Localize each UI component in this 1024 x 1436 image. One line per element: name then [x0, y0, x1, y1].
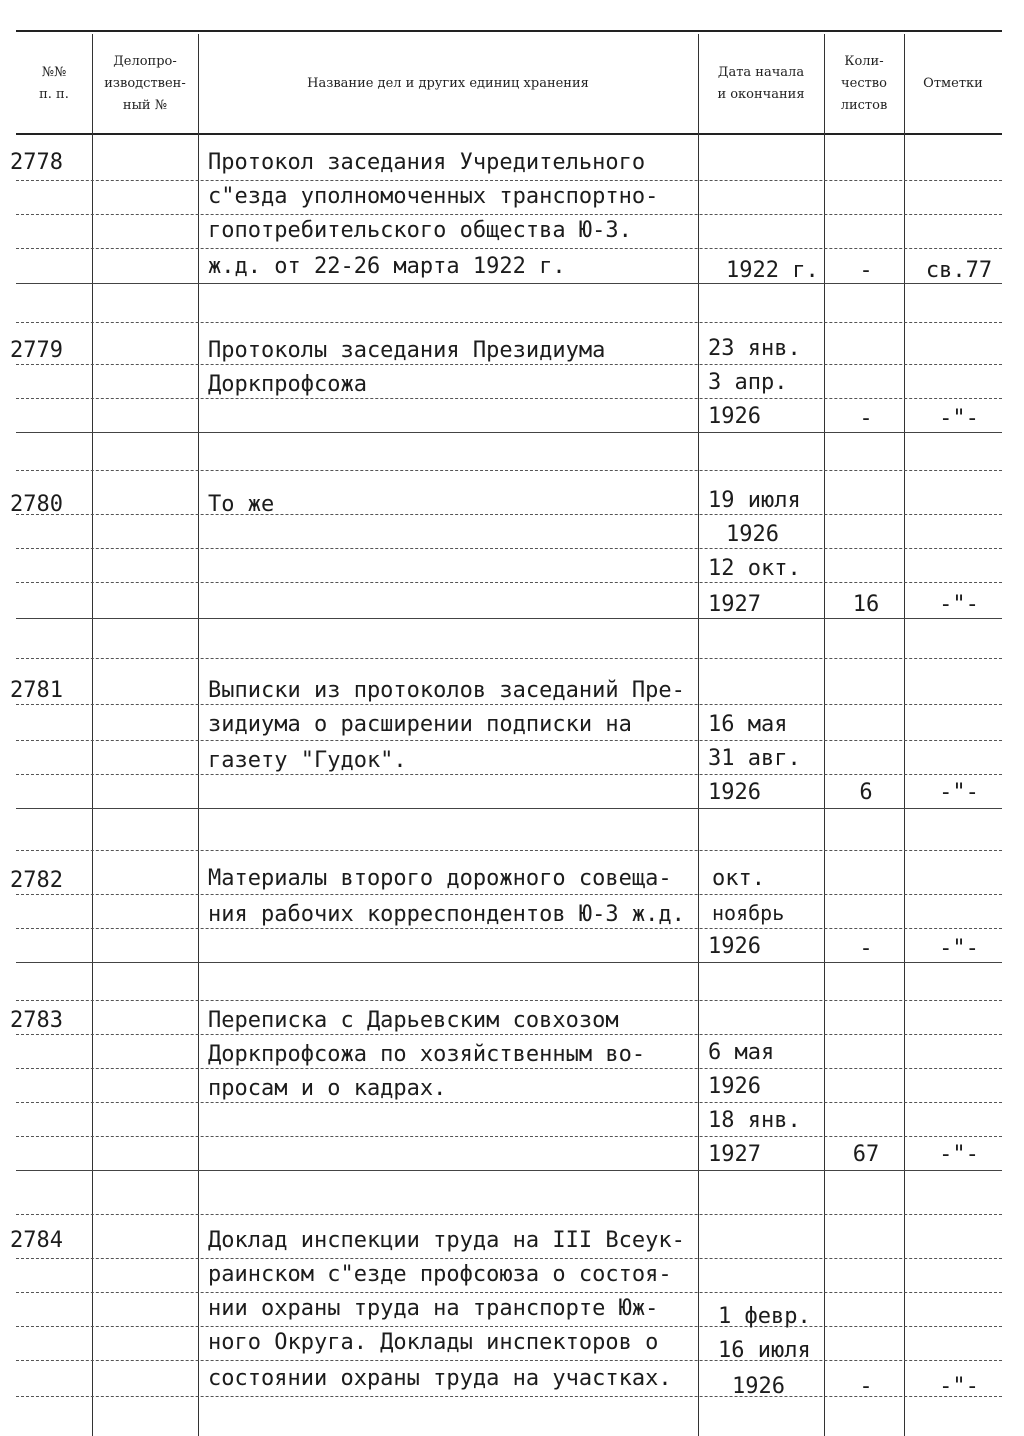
sheet-count: - [859, 936, 873, 961]
record-note: -"- [939, 780, 979, 805]
record-title-line: газету "Гудок". [208, 748, 407, 773]
record-title-line: состоянии охраны труда на участках. [208, 1366, 672, 1391]
record-date: 16 мая [708, 712, 788, 737]
row-rule [16, 548, 1002, 549]
row-number: 2779 [10, 338, 63, 363]
record-date: 31 авг. [708, 746, 801, 771]
record-note: -"- [939, 592, 979, 617]
record-title-line: Доркпрофсожа по хозяйственным во- [208, 1042, 646, 1067]
record-title-line: Выписки из протоколов заседаний Пре- [208, 678, 685, 703]
row-number: 2784 [10, 1228, 63, 1253]
row-rule [16, 248, 1002, 249]
row-rule [16, 514, 1002, 515]
row-number: 2778 [10, 150, 63, 175]
row-number: 2783 [10, 1008, 63, 1033]
record-date: 12 окт. [708, 556, 801, 581]
header-bottom-rule [16, 133, 1002, 135]
row-rule [16, 774, 1002, 775]
record-date: 23 янв. [708, 336, 801, 361]
header-office-number: Делопро- изводствен- ный № [104, 54, 186, 113]
record-date: 1926 [708, 934, 761, 959]
record-date: 1927 [708, 1142, 761, 1167]
record-date: 1922 г. [726, 258, 819, 283]
row-rule [16, 658, 1002, 659]
record-note: -"- [939, 1374, 979, 1399]
column-divider [824, 34, 825, 1436]
row-rule [16, 1000, 1002, 1001]
record-title-line: зидиума о расширении подписки на [208, 712, 632, 737]
record-title-line: ного Округа. Доклады инспекторов о [208, 1330, 659, 1355]
row-rule [16, 1102, 1002, 1103]
record-note: -"- [939, 1142, 979, 1167]
record-date: 1926 [732, 1374, 785, 1399]
record-date: окт. [712, 866, 765, 891]
record-title-line: нии охраны труда на транспорте Юж- [208, 1296, 659, 1321]
row-rule [16, 850, 1002, 851]
row-rule [16, 1136, 1002, 1137]
record-title-line: Материалы второго дорожного совеща- [208, 866, 672, 891]
sheet-count: - [859, 258, 873, 283]
record-note: -"- [939, 406, 979, 431]
row-number: 2780 [10, 492, 63, 517]
record-title-line: Доклад инспекции труда на III Всеук- [208, 1228, 685, 1253]
record-date: ноябрь [712, 901, 785, 925]
record-date: 6 мая [708, 1040, 775, 1065]
row-rule [16, 1360, 1002, 1361]
column-divider [698, 34, 699, 1436]
record-title-line: Протокол заседания Учредительного [208, 150, 646, 175]
row-number: 2782 [10, 868, 63, 893]
sheet-count: - [859, 1374, 873, 1399]
header-title: Название дел и других единиц хранения [307, 76, 589, 91]
column-divider [904, 34, 905, 1436]
record-note: -"- [939, 936, 979, 961]
record-date: 1927 [708, 592, 761, 617]
record-title-line: раинском с"езде профсоюза о состоя- [208, 1262, 672, 1287]
row-rule [16, 470, 1002, 471]
record-date: 1 февр. [718, 1304, 811, 1329]
row-rule [16, 322, 1002, 323]
record-date: 3 апр. [708, 370, 788, 395]
record-date: 19 июля [708, 488, 801, 513]
record-date: 1926 [708, 1074, 761, 1099]
sheet-count: 67 [852, 1142, 880, 1167]
record-date: 18 янв. [708, 1108, 801, 1133]
row-rule [16, 398, 1002, 399]
column-divider [92, 34, 93, 1436]
record-date: 1926 [708, 404, 761, 429]
record-note: св.77 [925, 258, 993, 283]
header-notes: Отметки [923, 76, 983, 91]
sheet-count: - [859, 406, 873, 431]
row-rule [16, 582, 1002, 583]
header-sheet-count: Коли- чество листов [840, 54, 888, 113]
top-rule [16, 30, 1002, 32]
record-title-line: просам и о кадрах. [208, 1076, 447, 1101]
sheet-count: 16 [852, 592, 880, 617]
record-title-line: гопотребительского общества Ю-З. [208, 218, 632, 243]
sheet-count: 6 [859, 780, 873, 805]
record-title-line: Протоколы заседания Президиума [208, 338, 606, 363]
header-dates: Дата начала и окончания [717, 65, 805, 102]
record-date: 1926 [726, 522, 779, 547]
row-rule [16, 1214, 1002, 1215]
record-title-line: ж.д. от 22-26 марта 1922 г. [208, 254, 566, 279]
record-title-line: с"езда уполномоченных транспортно- [208, 184, 659, 209]
header-number: №№ п. п. [39, 65, 69, 102]
row-number: 2781 [10, 678, 63, 703]
record-title-line: То же [208, 492, 275, 517]
record-date: 1926 [708, 780, 761, 805]
record-title-line: Доркпрофсожа [208, 372, 367, 397]
record-title-line: Переписка с Дарьевским совхозом [208, 1008, 619, 1033]
column-divider [198, 34, 199, 1436]
record-title-line: ния рабочих корреспондентов Ю-З ж.д. [208, 902, 685, 927]
record-date: 16 июля [718, 1338, 811, 1363]
